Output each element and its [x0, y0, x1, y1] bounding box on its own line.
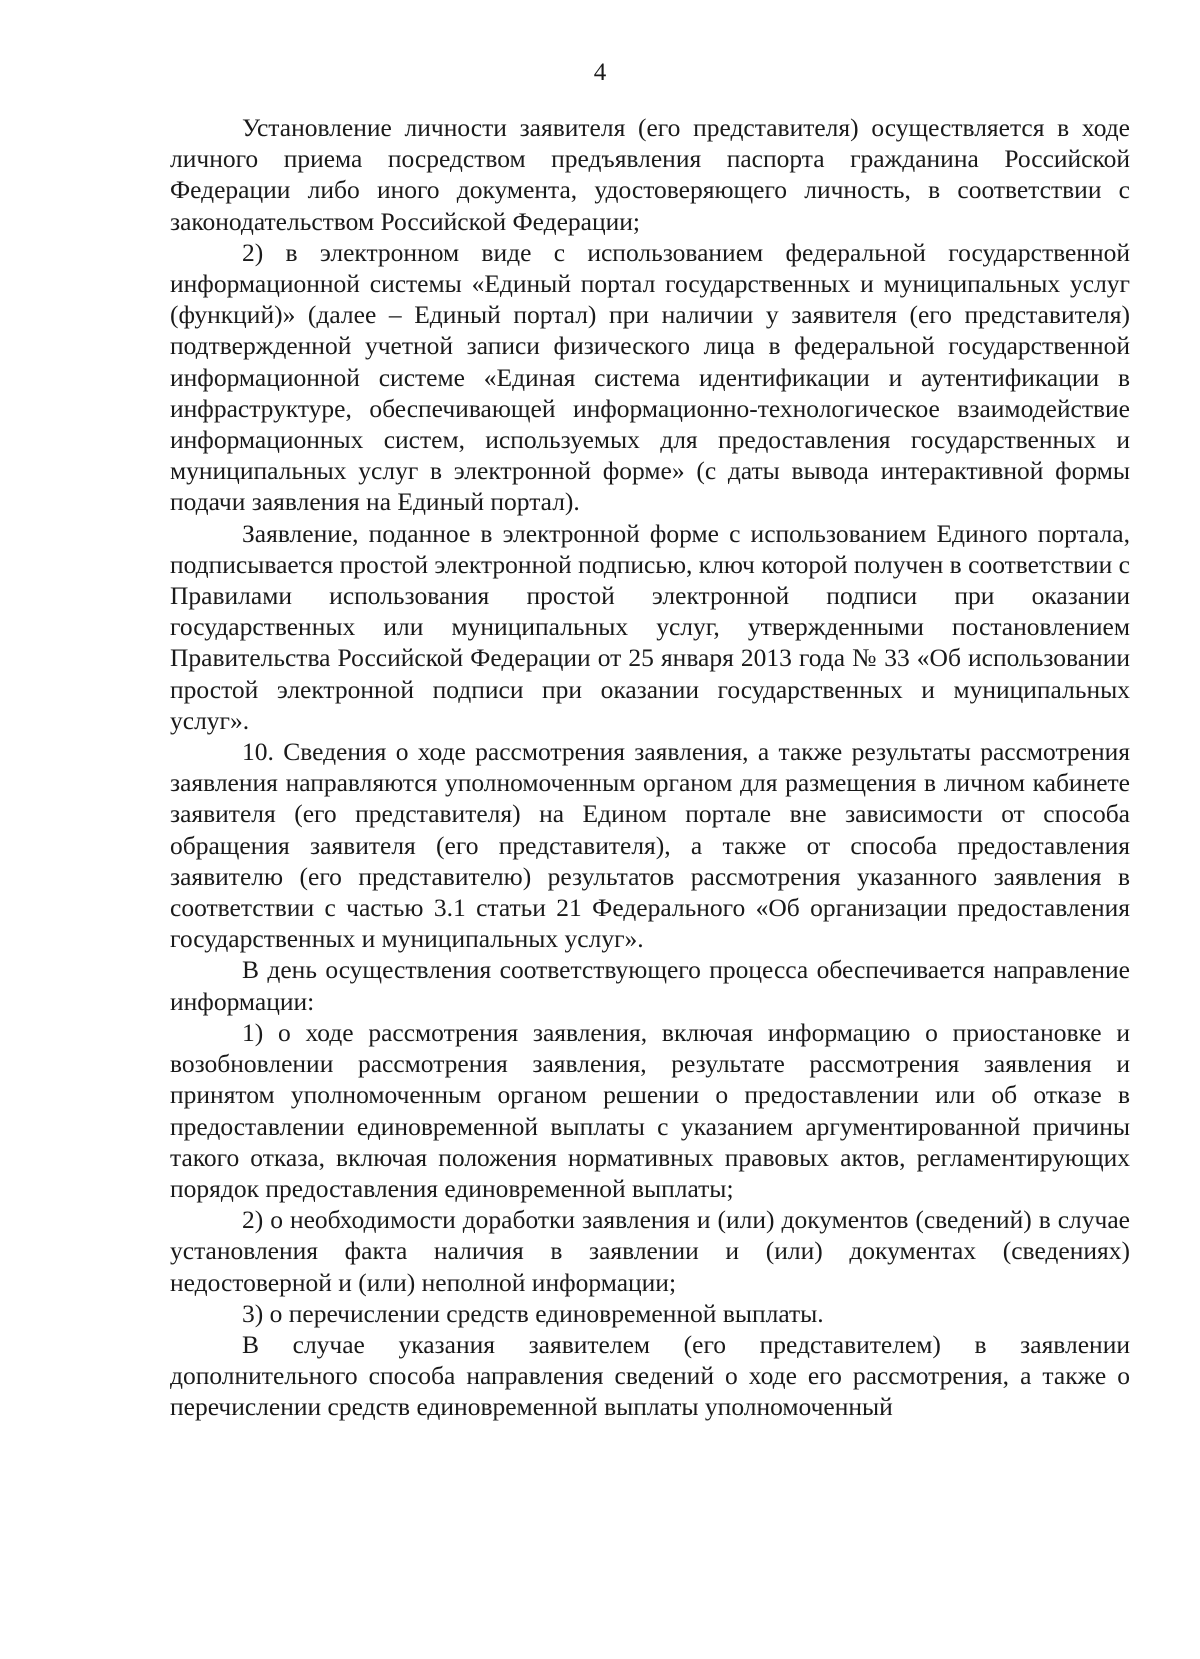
list-item-3: 3) о перечислении средств единовременной выплаты.	[242, 1298, 824, 1328]
paragraph-electronic-signature: Заявление, поданное в электронной форме с использованием Единого портала, подписывается простой электронной подписью, ключ которой получен в соответствии с Правилами использования простой электронной подписи при оказании государственных или муниципальных услуг, утвержденными постановлением Правительства Российской Федерации от 25 января 2013 года № 33 «Об использовании простой электронной подписи при оказании государственных и муниципальных услуг».	[170, 518, 1130, 735]
document-body	[170, 112, 1130, 1423]
paragraph-electronic-submission: 2) в электронном виде с использованием федеральной государственной информационной системы «Единый портал государственных и муниципальных услуг (функций)» (далее – Единый портал) при наличии у заявителя (его представителя) подтвержденной учетной записи физического лица в федеральной государственной информационной системе «Единая система идентификации и аутентификации в инфраструктуре, обеспечивающей информационно-технологическое взаимодействие информационных систем, используемых для предоставления государственных и муниципальных услуг в электронной форме» (с даты вывода интерактивной формы подачи заявления на Единый портал).	[170, 237, 1130, 517]
page-number: 4	[593, 59, 607, 86]
paragraph-item-10: 10. Сведения о ходе рассмотрения заявления, а также результаты рассмотрения заявления направляются уполномоченным органом для размещения в личном кабинете заявителя (его представителя) на Едином портале вне зависимости от способа обращения заявителя (его представителя), а также от способа предоставления заявителю (его представителю) результатов рассмотрения указанного заявления в соответствии с частью 3.1 статьи 21 Федерального «Об организации предоставления государственных и муниципальных услуг».	[170, 737, 1130, 954]
paragraph-identity-verification: Установление личности заявителя (его представителя) осуществляется в ходе личного приема посредством предъявления паспорта гражданина Российской Федерации либо иного документа, удостоверяющего личность, в соответствии с законодательством Российской Федерации;	[170, 113, 1130, 236]
paragraph-additional-method: В случае указания заявителем (его представителем) в заявлении дополнительного способа направления сведений о ходе его рассмотрения, а также о перечислении средств единовременной выплаты уполномоченный	[170, 1329, 1130, 1422]
list-item-2: 2) о необходимости доработки заявления и (или) документов (сведений) в случае установления факта наличия в заявлении и (или) документах (сведениях) недостоверной и (или) неполной информации;	[170, 1205, 1130, 1297]
list-item-1: 1) о ходе рассмотрения заявления, включая информацию о приостановке и возобновлении рассмотрения заявления, результате рассмотрения заявления и принятом уполномоченным органом решении о предоставлении или об отказе в предоставлении единовременной выплаты с указанием аргументированной причины такого отказа, включая положения нормативных правовых актов, регламентирующих порядок предоставления единовременной выплаты;	[170, 1017, 1130, 1203]
paragraph-notification-intro: В день осуществления соответствующего процесса обеспечивается направление информации:	[170, 955, 1130, 1016]
